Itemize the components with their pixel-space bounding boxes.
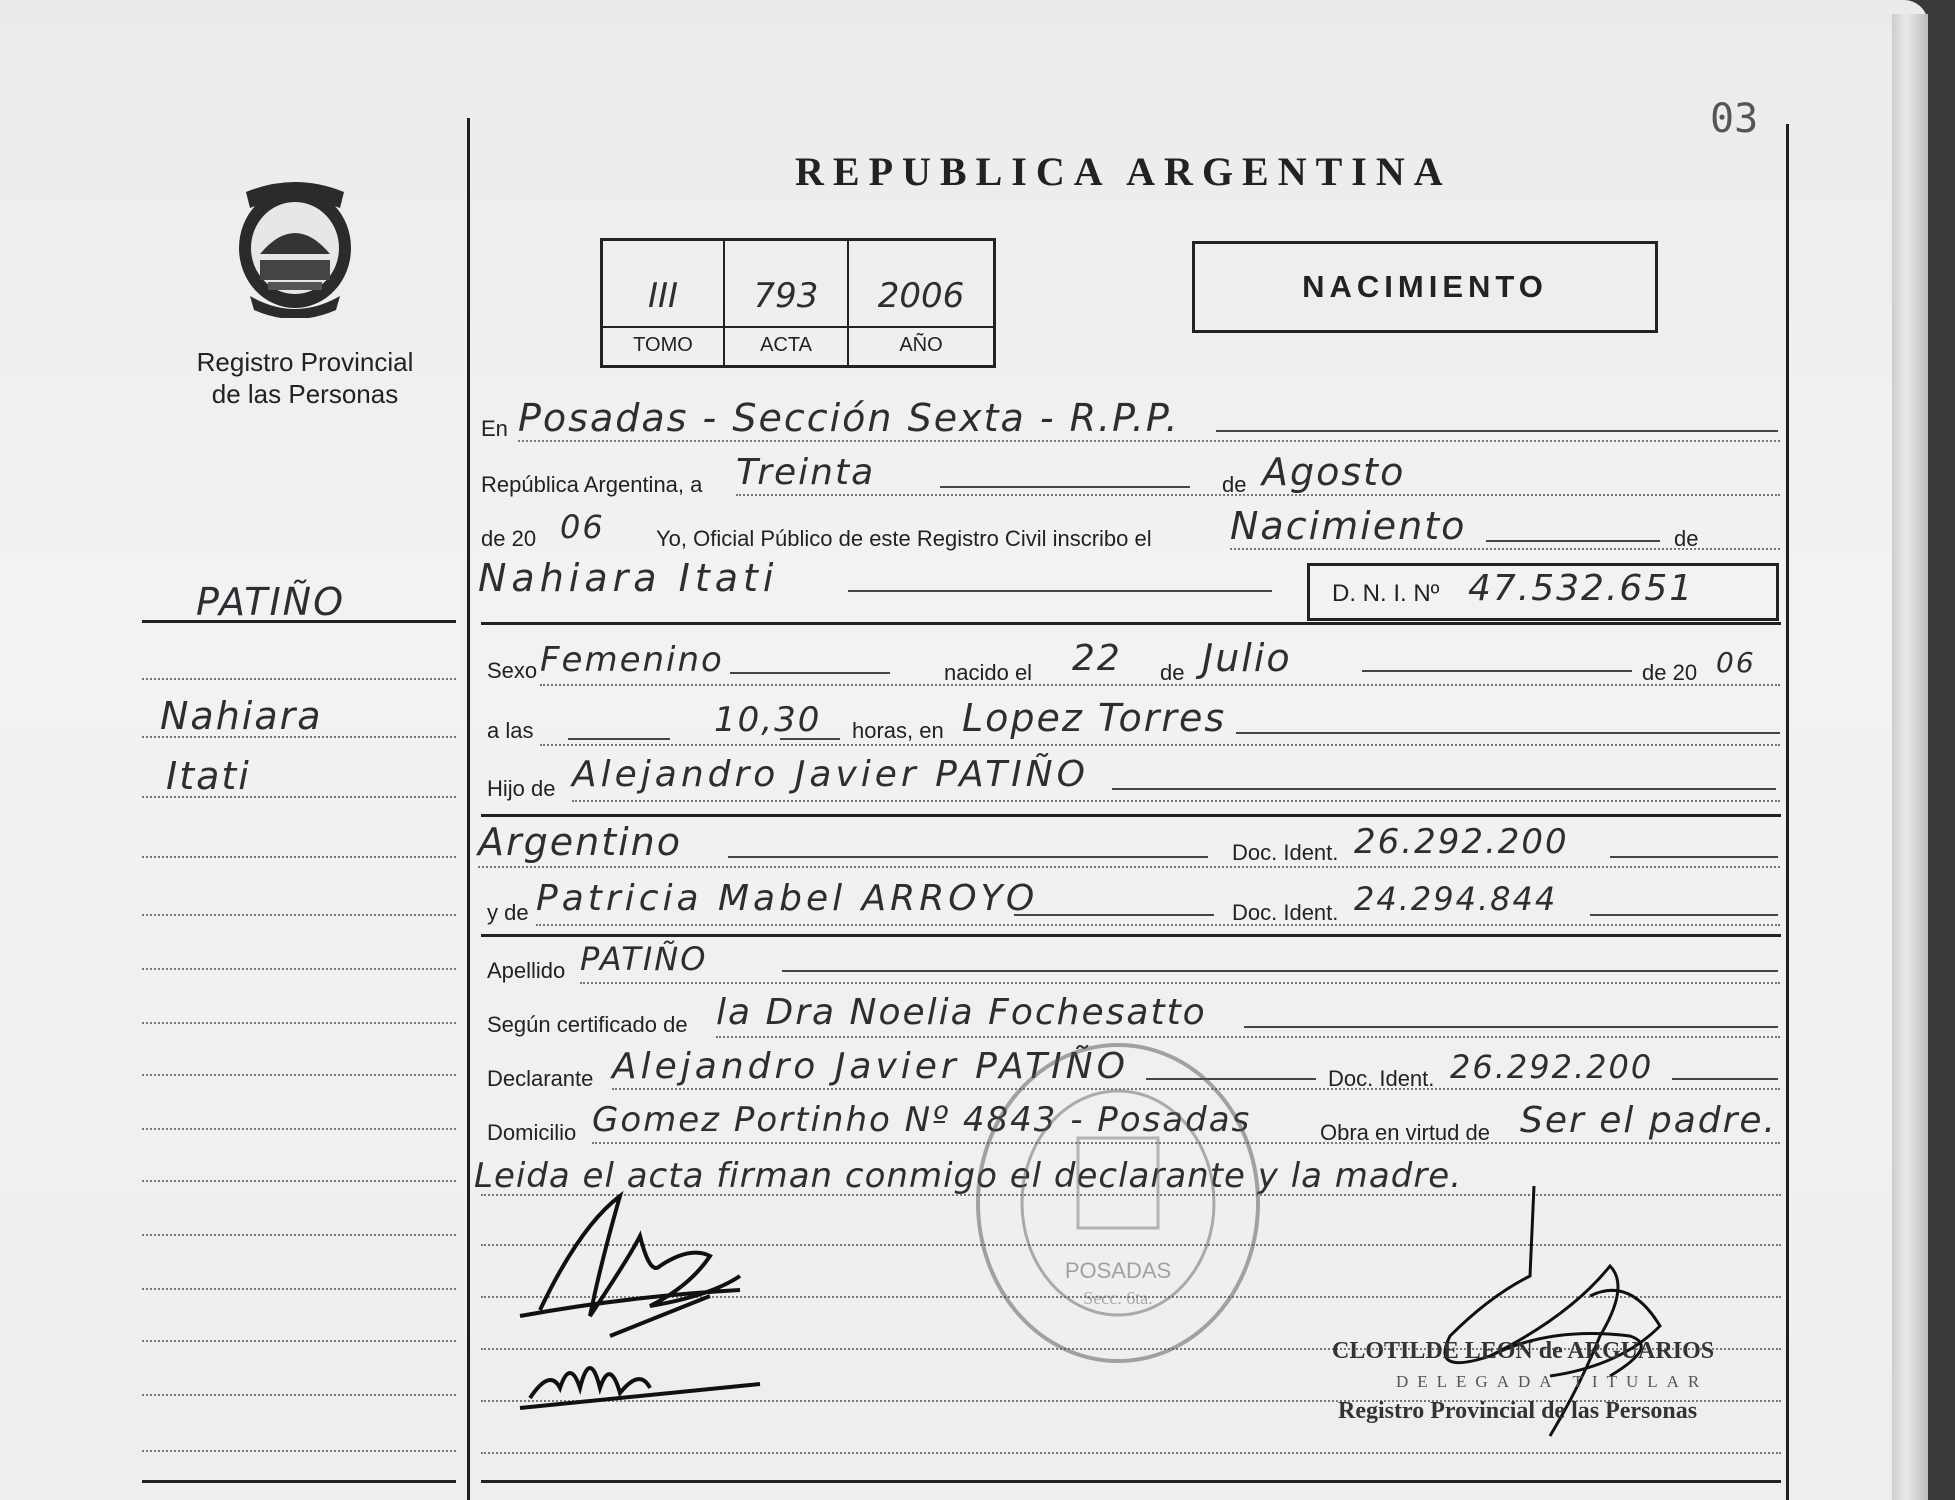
stamp-center-bottom: Secc. 6ta. <box>1083 1288 1153 1308</box>
fill-line <box>1486 540 1660 542</box>
section-rule <box>481 814 1781 817</box>
value-anio-corto: 06 <box>560 508 605 546</box>
margin-name2: Itati <box>166 754 251 798</box>
form-line <box>540 744 1780 746</box>
margin-line <box>142 1288 456 1290</box>
label-de-mes: de <box>1160 660 1185 685</box>
fill-line <box>1610 856 1778 858</box>
form-line <box>536 924 1780 926</box>
fill-line <box>1112 788 1776 790</box>
value-madre: Patricia Mabel ARROYO <box>536 878 1039 919</box>
label-de: de <box>1222 472 1247 497</box>
official-role: DELEGADA TITULAR <box>1396 1372 1709 1391</box>
official-signature-icon <box>1430 1186 1690 1486</box>
margin-line <box>142 1394 456 1396</box>
provincial-seal-icon <box>230 172 360 318</box>
margin-divider <box>467 118 470 1500</box>
fill-line <box>1216 430 1778 432</box>
margin-line <box>142 678 456 680</box>
registry-stamp-icon <box>968 1038 1268 1368</box>
margin-line <box>142 1234 456 1236</box>
margin-surname: PATIÑO <box>196 580 346 624</box>
label-doc-ident: Doc. Ident. <box>1232 840 1339 865</box>
label-domicilio: Domicilio <box>487 1120 577 1145</box>
value-doc-padre: 26.292.200 <box>1354 822 1569 862</box>
acta-value: 793 <box>725 241 849 326</box>
form-line <box>1230 548 1780 550</box>
fill-line <box>848 590 1272 592</box>
value-nombre: Nahiara Itati <box>478 556 779 600</box>
value-mes-nac: Julio <box>1202 636 1292 680</box>
label-en: En <box>481 416 508 441</box>
section-rule <box>481 622 1781 625</box>
margin-name1: Nahiara <box>160 694 323 738</box>
value-dia-texto: Treinta <box>736 452 876 493</box>
value-declarante: Alejandro Javier PATIÑO <box>612 1046 1129 1087</box>
section-rule <box>481 934 1781 937</box>
official-name: CLOTILDE LEON de ARGUARIOS <box>1332 1338 1715 1364</box>
value-sexo: Femenino <box>540 640 724 680</box>
margin-line <box>142 1074 456 1076</box>
label-doc-ident-2: Doc. Ident. <box>1232 900 1339 925</box>
anio-value: 2006 <box>877 276 965 316</box>
value-lugar: Posadas - Sección Sexta - R.P.P. <box>518 396 1180 440</box>
form-line <box>572 800 1780 802</box>
dni-box <box>1307 563 1779 621</box>
fill-line <box>728 856 1208 858</box>
page-edge <box>1892 14 1928 1500</box>
value-hora: 10,30 <box>714 700 822 740</box>
fill-line <box>780 738 840 740</box>
margin-line <box>142 736 456 738</box>
value-apellido: PATIÑO <box>580 940 708 978</box>
value-mes: Agosto <box>1262 450 1406 494</box>
margin-line <box>142 1340 456 1342</box>
acta-label: ACTA <box>725 326 849 365</box>
fill-line <box>1244 1026 1778 1028</box>
fill-line <box>568 738 670 740</box>
value-certificado: la Dra Noelia Fochesatto <box>716 992 1207 1033</box>
label-obra: Obra en virtud de <box>1320 1120 1490 1145</box>
margin-line <box>142 968 456 970</box>
page-number: 03 <box>1710 96 1759 142</box>
fill-line <box>1362 670 1632 672</box>
value-lugar-nac: Lopez Torres <box>962 696 1227 740</box>
fill-line <box>1590 914 1778 916</box>
form-line <box>736 494 1780 496</box>
label-hijo-de: Hijo de <box>487 776 556 801</box>
margin-line <box>142 1180 456 1182</box>
label-yo-oficial: Yo, Oficial Público de este Registro Civil inscribo el <box>656 526 1152 551</box>
country-title: REPUBLICA ARGENTINA <box>795 149 1452 194</box>
registry-line2: de las Personas <box>211 379 399 409</box>
value-obra: Ser el padre. <box>1520 1100 1777 1141</box>
label-de20b: de 20 <box>1642 660 1698 685</box>
tomo-value: III <box>603 241 725 326</box>
value-nacionalidad: Argentino <box>478 820 682 864</box>
margin-line <box>142 1022 456 1024</box>
form-line <box>478 866 1780 868</box>
label-y-de: y de <box>487 900 529 925</box>
registry-name <box>170 346 440 410</box>
value-padre: Alejandro Javier PATIÑO <box>572 754 1089 795</box>
margin-line <box>142 856 456 858</box>
fill-line <box>1014 914 1214 916</box>
form-line <box>540 684 1780 686</box>
stamp-center-top: POSADAS <box>1064 1258 1172 1283</box>
value-dia-nac: 22 <box>1072 638 1122 679</box>
label-horas-en: horas, en <box>852 718 944 743</box>
label-doc-ident-3: Doc. Ident. <box>1328 1066 1435 1091</box>
form-line <box>518 440 1780 442</box>
record-box <box>600 238 996 368</box>
label-apellido: Apellido <box>487 958 566 983</box>
margin-line <box>142 1450 456 1452</box>
value-tipo: Nacimiento <box>1230 504 1467 548</box>
right-border <box>1786 124 1789 1500</box>
mother-signature-icon <box>510 1338 770 1418</box>
fill-line <box>782 970 1778 972</box>
margin-rule <box>142 1480 456 1483</box>
value-anio-nac: 06 <box>1716 646 1756 679</box>
form-line <box>580 982 1780 984</box>
value-doc-declarante: 26.292.200 <box>1450 1048 1654 1086</box>
label-de-tail: de <box>1674 526 1699 551</box>
declarant-signature-icon <box>510 1186 770 1356</box>
label-declarante: Declarante <box>487 1066 594 1091</box>
value-doc-madre: 24.294.844 <box>1354 880 1558 918</box>
label-nacido-el: nacido el <box>944 660 1033 685</box>
label-segun: Según certificado de <box>487 1012 688 1037</box>
margin-line <box>142 796 456 798</box>
label-dni: D. N. I. Nº <box>1332 580 1440 607</box>
value-observacion: Leida el acta firman conmigo el declarante y la madre. <box>474 1156 1463 1196</box>
margin-line <box>142 1128 456 1130</box>
anio-label: AÑO <box>849 326 993 365</box>
registry-line1: Registro Provincial <box>196 347 414 377</box>
document-type-box: NACIMIENTO <box>1192 241 1658 333</box>
label-a-las: a las <box>487 718 534 743</box>
margin-line <box>142 914 456 916</box>
margin-rule <box>142 620 456 623</box>
label-sexo: Sexo <box>487 658 538 683</box>
fill-line <box>730 672 890 674</box>
tomo-label: TOMO <box>603 326 725 365</box>
label-de20: de 20 <box>481 526 537 551</box>
label-republica: República Argentina, a <box>481 472 703 497</box>
fill-line <box>1236 732 1780 734</box>
official-office: Registro Provincial de las Personas <box>1338 1398 1698 1424</box>
fill-line <box>1672 1078 1778 1080</box>
value-dni: 47.532.651 <box>1468 568 1695 609</box>
value-domicilio: Gomez Portinho Nº 4843 - Posadas <box>592 1100 1252 1140</box>
fill-line <box>940 486 1190 488</box>
